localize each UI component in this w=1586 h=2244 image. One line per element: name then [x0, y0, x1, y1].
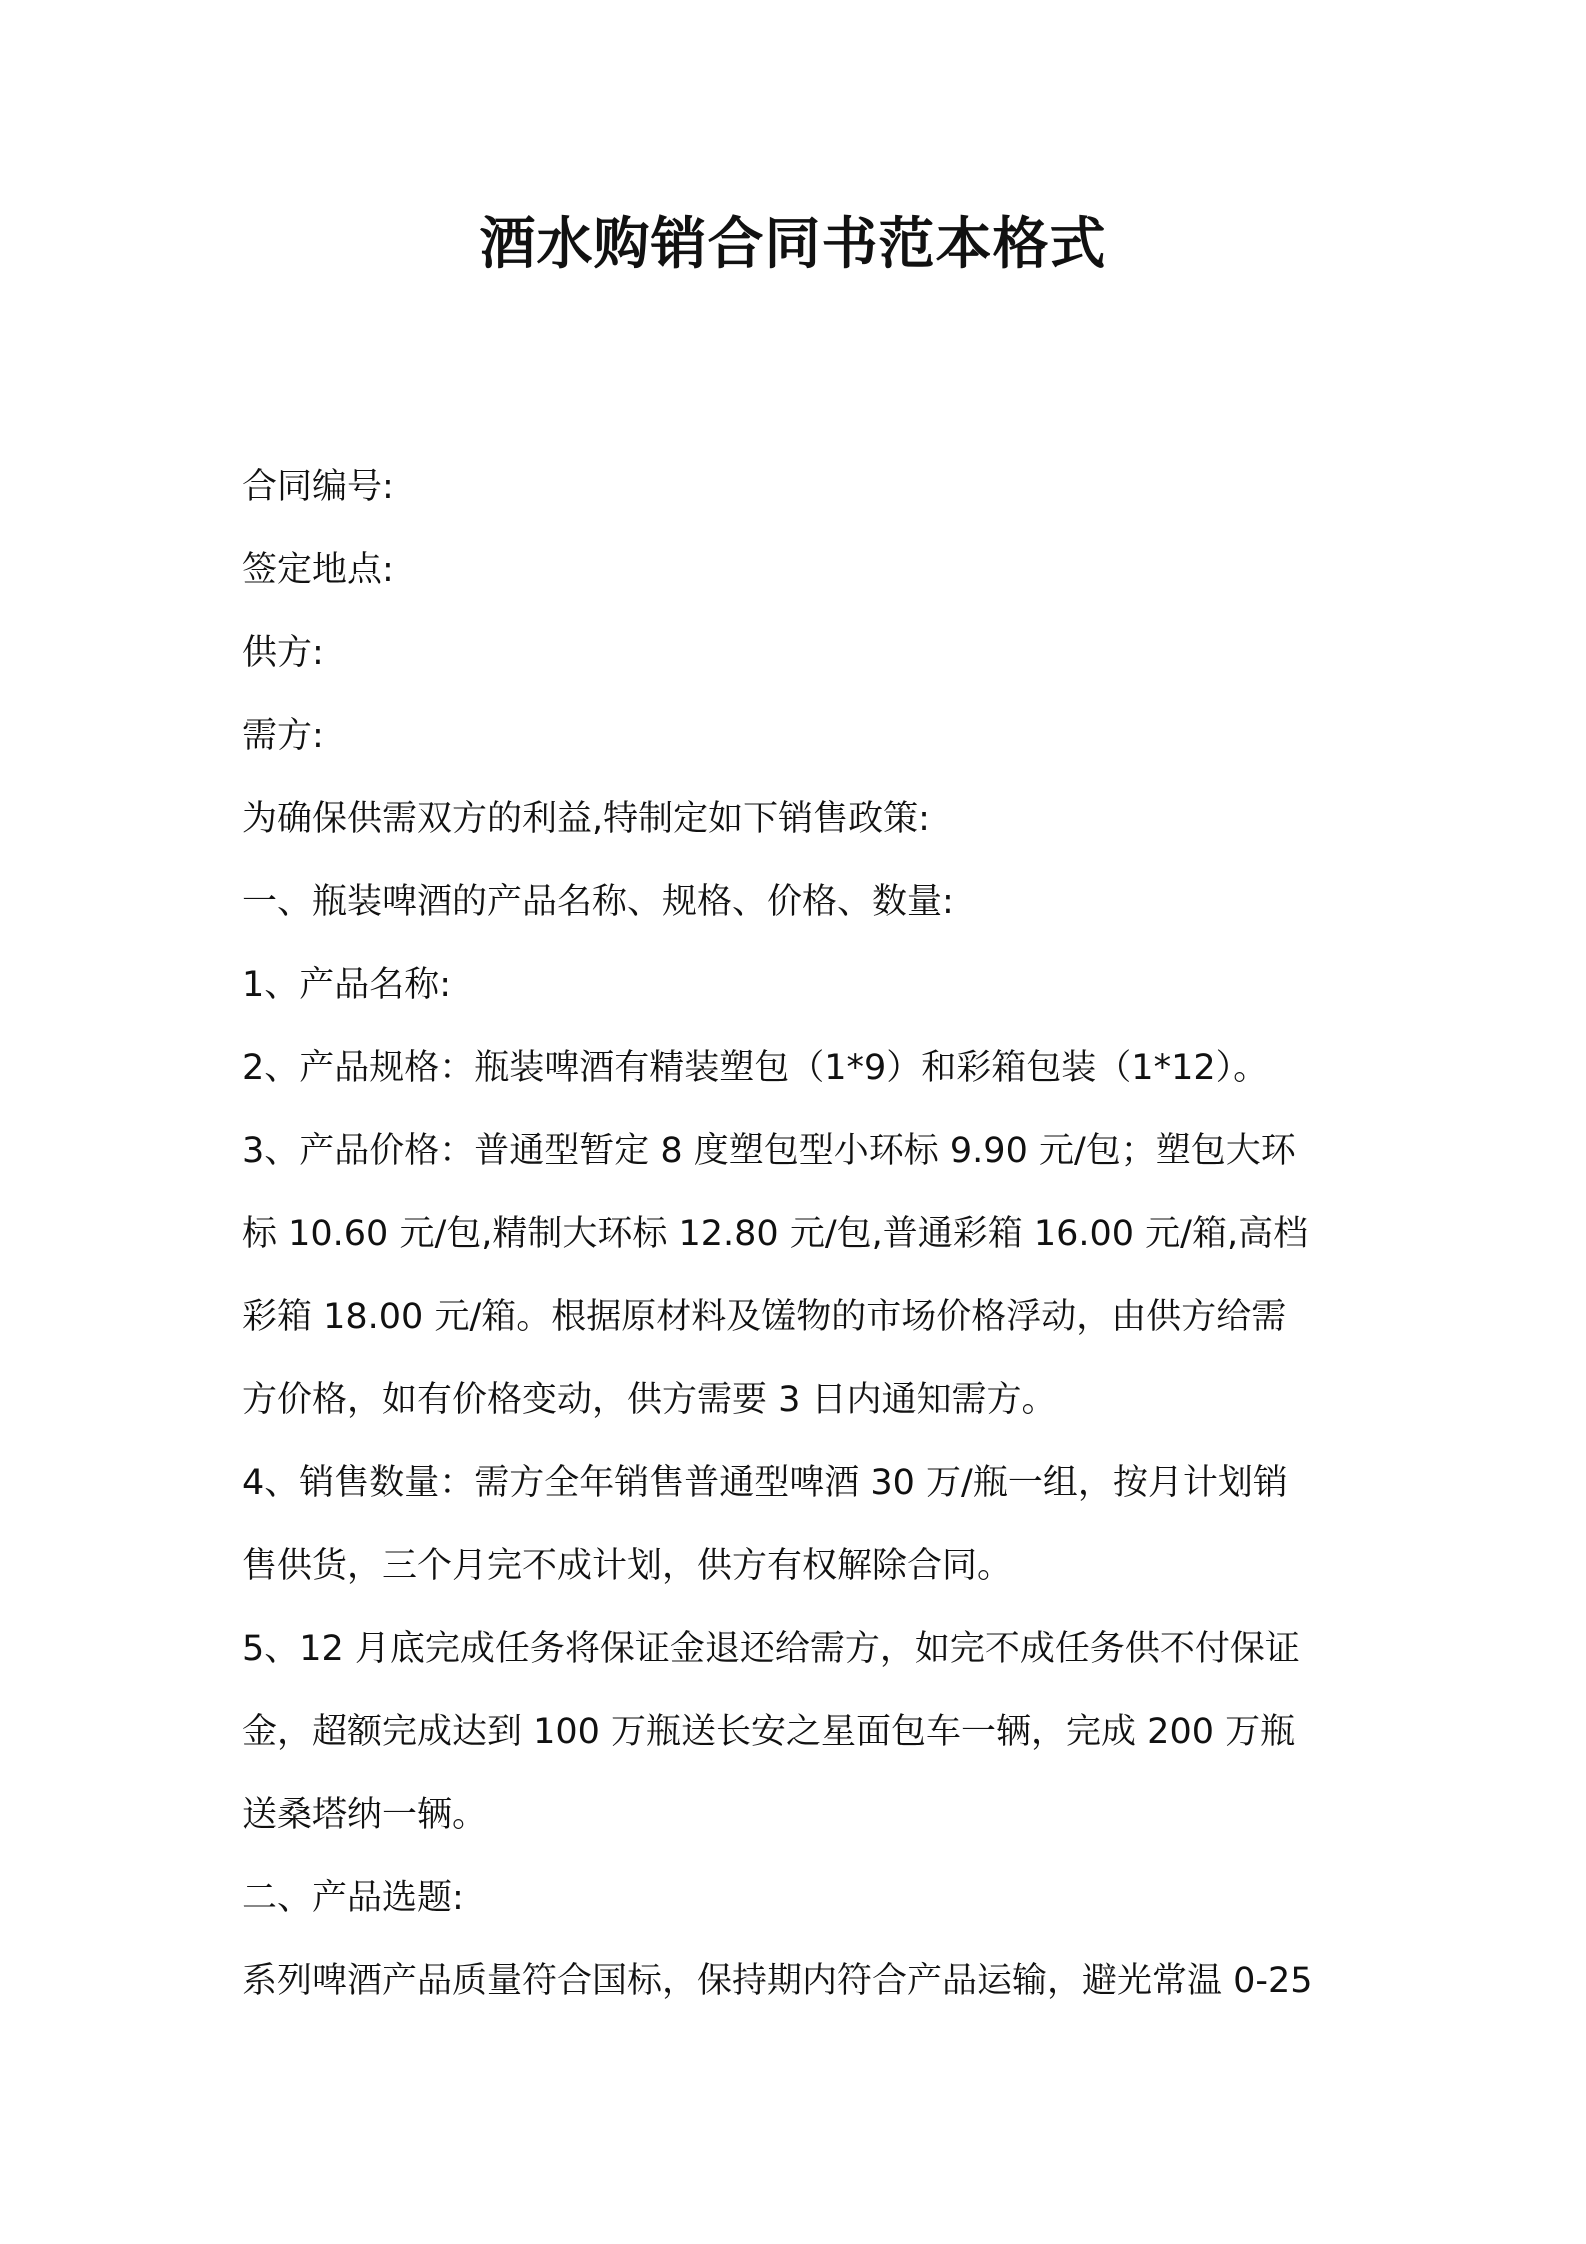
section-2-heading: 二、产品选题:	[242, 1878, 464, 1918]
intro-line: 为确保供需双方的利益,特制定如下销售政策:	[242, 799, 930, 839]
price-line-3: 彩箱 18.00 元/箱。根据原材料及馐物的市场价格浮动，由供方给需	[242, 1297, 1287, 1337]
document-body	[242, 446, 1362, 2023]
quality-line: 系列啤酒产品质量符合国标，保持期内符合产品运输，避光常温 0-25	[242, 1961, 1313, 2001]
buyer-line: 需方:	[242, 716, 324, 756]
section-1-heading: 一、瓶装啤酒的产品名称、规格、价格、数量:	[242, 882, 954, 922]
signing-place-line: 签定地点:	[242, 550, 394, 590]
deposit-line-2: 金，超额完成达到 100 万瓶送长安之星面包车一辆，完成 200 万瓶	[242, 1712, 1296, 1752]
deposit-line-1: 5、12 月底完成任务将保证金退还给需方，如完不成任务供不付保证	[242, 1629, 1300, 1669]
quantity-line-1: 4、销售数量：需方全年销售普通型啤酒 30 万/瓶一组，按月计划销	[242, 1463, 1288, 1503]
price-line-1: 3、产品价格：普通型暂定 8 度塑包型小环标 9.90 元/包；塑包大环	[242, 1131, 1296, 1171]
supplier-line: 供方:	[242, 633, 324, 673]
quantity-line-2: 售供货，三个月完不成计划，供方有权解除合同。	[242, 1546, 1013, 1586]
product-spec-line: 2、产品规格：瓶装啤酒有精装塑包（1*9）和彩箱包装（1*12）。	[242, 1048, 1269, 1088]
contract-number-line: 合同编号:	[242, 467, 394, 507]
price-line-2: 标 10.60 元/包,精制大环标 12.80 元/包,普通彩箱 16.00 元/箱,高档	[242, 1214, 1309, 1254]
price-line-4: 方价格，如有价格变动，供方需要 3 日内通知需方。	[242, 1380, 1057, 1420]
document-title: 酒水购销合同书范本格式	[479, 212, 1107, 277]
product-name-line: 1、产品名称:	[242, 965, 452, 1005]
deposit-line-3: 送桑塔纳一辆。	[242, 1795, 488, 1835]
